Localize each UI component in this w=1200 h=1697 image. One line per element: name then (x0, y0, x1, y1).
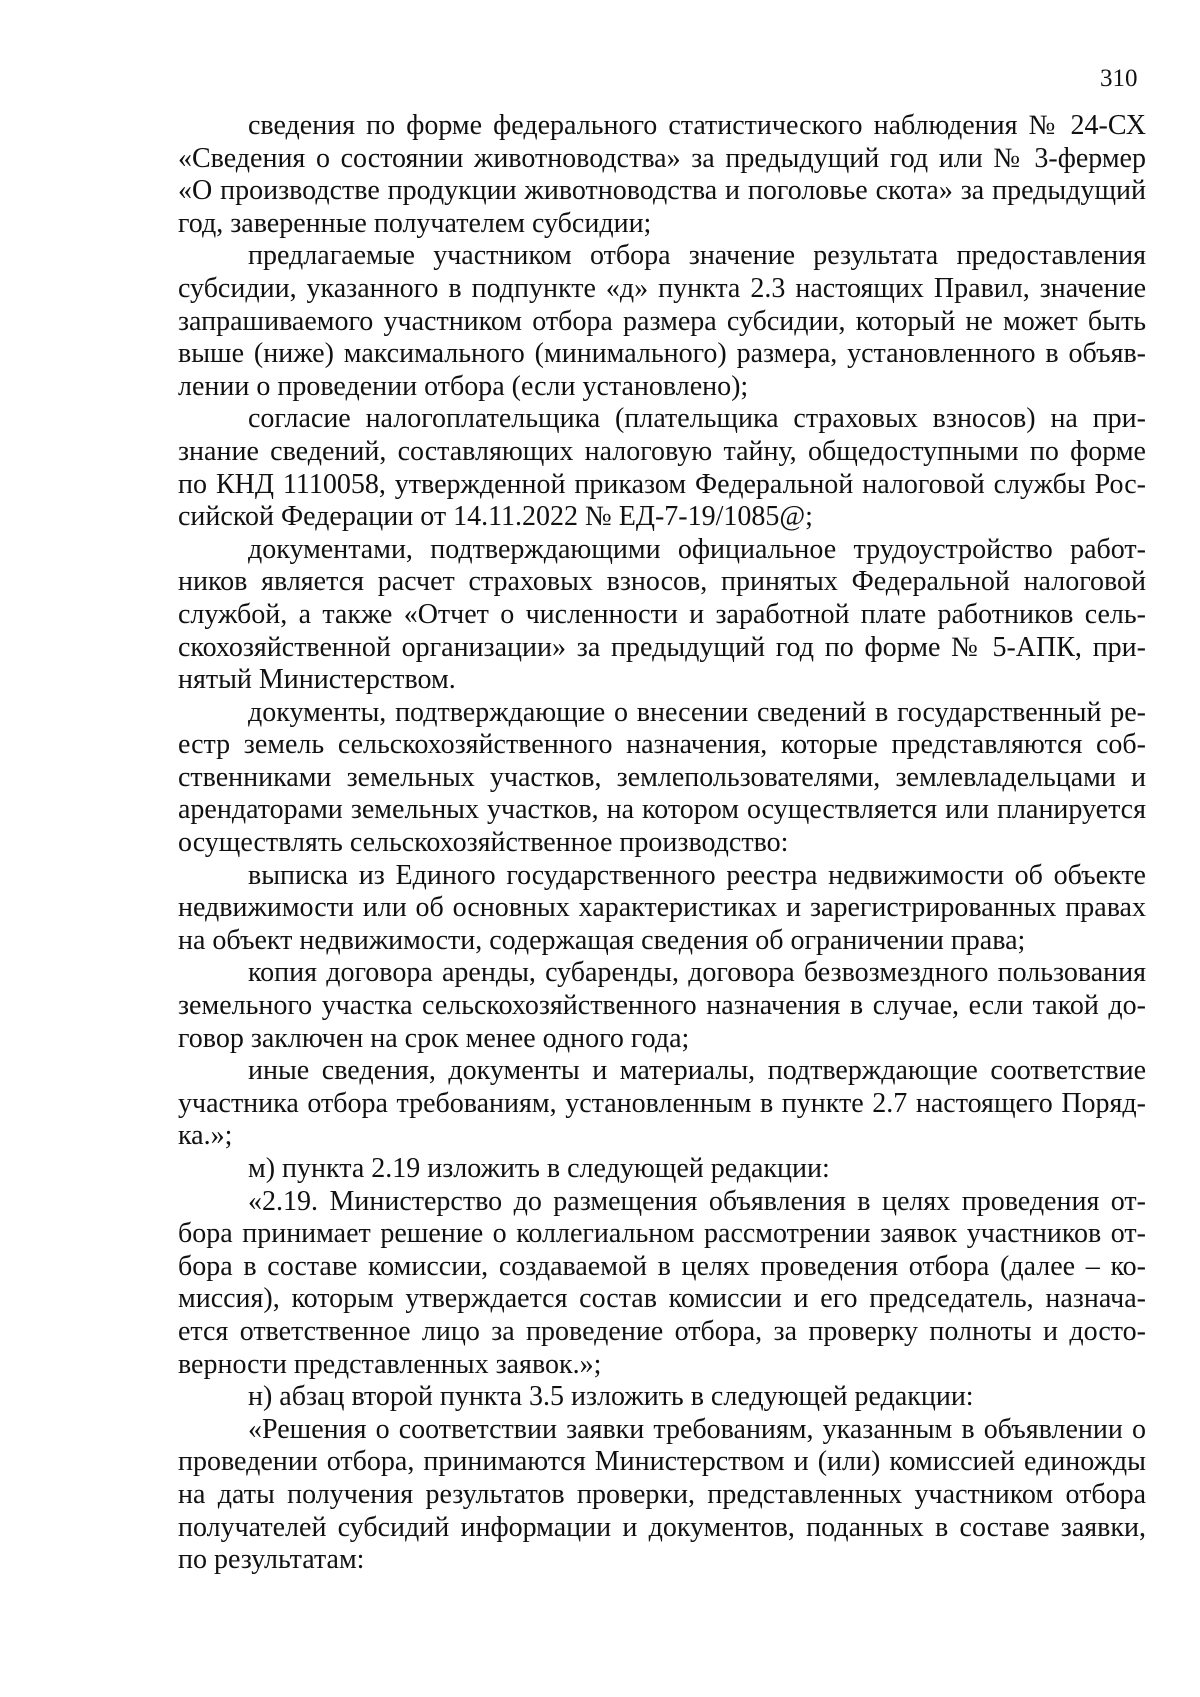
paragraph-statistical-form: сведения по форме федерального статистического наблюдения № 24-СХ «Сведения о состоянии животноводства» за предыдущий год или № 3-фермер «О производстве продукции животноводства и поголовье скота» за предыдущий год, заверенные получателем субсидии; (178, 110, 1146, 239)
paragraph-decision-compliance: «Решения о соответствии заявки требованиям, указанным в объявлении о проведении отбора, принимаются Министерством и (или) комиссией единожды на даты получения результатов проверки, представленных участником отбора получателей субсидий информации и документов, поданных в составе заявки, по результатам: (178, 1413, 1146, 1576)
paragraph-item-n: н) абзац второй пункта 3.5 изложить в следующей редакции: (248, 1381, 974, 1413)
paragraph-item-m: м) пункта 2.19 изложить в следующей редакции: (248, 1153, 830, 1184)
paragraph-proposed-result: предлагаемые участником отбора значение результата предоставления субсидии, указанного в подпункте «д» пункта 2.3 настоящих Правил, значение запрашиваемого участником отбора размера субсидии, который не может быть выше (ниже) максимального (минимального) размера, установленного в объявлении о проведении отбора (если установлено); (178, 240, 1146, 402)
paragraph-lease-copy: копия договора аренды, субаренды, договора безвозмездного пользования земельного участка сельскохозяйственного назначения в случае, если такой договор заключен на срок менее одного года; (178, 957, 1146, 1054)
paragraph-other-documents: иные сведения, документы и материалы, подтверждающие соответствие участника отбора требованиям, установленным в пункте 2.7 настоящего Порядка.»; (178, 1055, 1146, 1152)
paragraph-taxpayer-consent: согласие налогоплательщика (плательщика страховых взносов) на признание сведений, составляющих налоговую тайну, общедоступными по форме по КНД 1110058, утвержденной приказом Федеральной налоговой службы Российской Федерации от 14.11.2022 № ЕД-7-19/1085@; (178, 403, 1146, 533)
paragraph-land-register-documents: документы, подтверждающие о внесении сведений в государственный реестр земель сельскохозяйственного назначения, которые представляются собственниками земельных участков, землепользователями, землевладельцами и арендаторами земельных участков, на котором осуществляется или планируется осуществлять сельскохозяйственное производство: (178, 696, 1146, 859)
document-body (178, 110, 1146, 1577)
paragraph-clause-2-19: «2.19. Министерство до размещения объявления в целях проведения отбора принимает решение о коллегиальном рассмотрении заявок участников отбора в составе комиссии, создаваемой в целях проведения отбора (далее – комиссия), которым утверждается состав комиссии и его председатель, назначается ответственное лицо за проведение отбора, за проверку полноты и достоверности представленных заявок.»; (178, 1185, 1146, 1380)
paragraph-egrn-extract: выписка из Единого государственного реестра недвижимости об объекте недвижимости или об основных характеристиках и зарегистрированных правах на объект недвижимости, содержащая сведения об ограничении права; (178, 859, 1146, 956)
page-number: 310 (1100, 65, 1138, 92)
paragraph-employment-documents: документами, подтверждающими официальное трудоустройство работников является расчет страховых взносов, принятых Федеральной налоговой службой, а также «Отчет о численности и заработной плате работников сельскохозяйственной организации» за предыдущий год по форме № 5-АПК, принятый Министерством. (178, 533, 1146, 696)
